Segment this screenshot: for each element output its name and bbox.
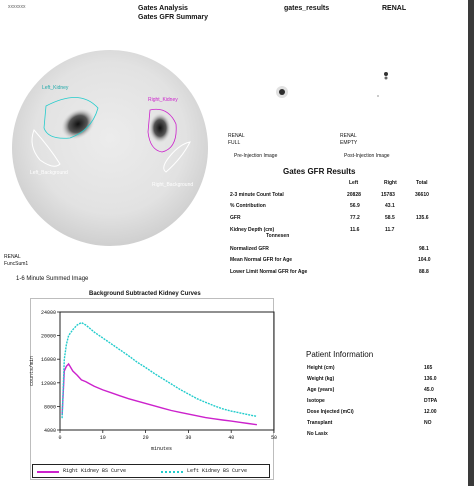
file-name: gates_results <box>284 5 330 12</box>
gfr-row-left: 77.2 <box>350 215 360 221</box>
corner-mark: xxxxxxx <box>8 4 26 10</box>
gfr-summary-value: 104.0 <box>418 257 431 263</box>
patient-info-label: Height (cm) <box>307 365 335 371</box>
gfr-row-label: 2-3 minute Count Total <box>230 192 284 198</box>
post-image-label-state: EMPTY <box>340 140 358 146</box>
gfr-row-label: % Contribution <box>230 203 266 209</box>
y-tick-label: 8000 <box>43 404 56 411</box>
gfr-summary-value: 98.1 <box>419 246 429 252</box>
gfr-row-right: 11.7 <box>385 227 395 233</box>
patient-info-value: 136.0 <box>424 376 437 382</box>
x-axis-label: minutes <box>151 446 173 452</box>
gfr-row-right: 43.1 <box>385 203 395 209</box>
patient-info-label: Isotope <box>307 398 325 404</box>
patient-info-value: 45.0 <box>424 387 434 393</box>
patient-info-label: Dose Injected (mCi) <box>307 409 354 415</box>
gfr-summary-value: 88.8 <box>419 269 429 275</box>
gfr-row-right: 58.5 <box>385 215 395 221</box>
patient-info-value: 165 <box>424 365 433 371</box>
pre-injection-caption: Pre-Injection Image <box>234 153 278 159</box>
study-name: RENAL <box>382 5 407 12</box>
legend-label-right-kidney: Right Kidney BS Curve <box>63 468 127 474</box>
y-tick-label: 24000 <box>40 310 56 316</box>
gfr-row-left: 11.6 <box>350 227 360 233</box>
gfr-summary-label: Mean Normal GFR for Age <box>230 257 293 263</box>
left-kidney-curve <box>62 323 257 419</box>
patient-info-value: NO <box>424 420 432 426</box>
gfr-results-title: Gates GFR Results <box>283 167 356 176</box>
gfr-row-total: 36610 <box>415 192 429 198</box>
legend-swatch-right-kidney <box>37 471 59 473</box>
gfr-row-right: 15783 <box>381 192 395 198</box>
page-subtitle: Gates GFR Summary <box>138 14 209 21</box>
post-image-label-study: RENAL <box>340 133 357 139</box>
patient-info-label: Transplant <box>307 420 333 426</box>
gfr-col-total: Total <box>416 180 428 186</box>
legend-label-left-kidney: Left Kidney BS Curve <box>187 468 248 474</box>
roi-label-right-background: Right_Background <box>152 182 194 188</box>
summed-image-caption: 1-6 Minute Summed Image <box>16 276 89 282</box>
window-edge <box>468 0 474 486</box>
chart-title: Background Subtracted Kidney Curves <box>89 291 201 297</box>
gfr-col-right: Right <box>384 180 397 186</box>
post-injection-caption: Post-Injection Image <box>344 153 390 159</box>
gfr-row-label-method: Tonnesen <box>266 233 290 239</box>
x-tick-label: 20 <box>142 435 149 441</box>
page-title: Gates Analysis <box>138 5 188 12</box>
chart-legend <box>32 464 270 478</box>
roi-label-right-kidney: Right_Kidney <box>148 97 178 103</box>
summed-caption-study: RENAL <box>4 254 21 260</box>
gfr-row-label: Kidney Depth (cm) <box>230 227 275 233</box>
y-tick-label: 4000 <box>43 428 56 434</box>
pre-image-label-state: FULL <box>228 140 241 146</box>
legend-swatch-left-kidney <box>161 471 183 473</box>
patient-info-value: 12.00 <box>424 409 437 415</box>
gfr-row-left: 20828 <box>347 192 361 198</box>
x-tick-label: 30 <box>185 435 192 441</box>
y-tick-label: 20000 <box>40 333 56 340</box>
patient-info-label: Age (years) <box>307 387 335 393</box>
patient-info-value: DTPA <box>424 398 438 404</box>
y-tick-label: 12000 <box>40 380 56 387</box>
summed-caption-func: FuncSum1 <box>4 261 29 267</box>
x-tick-label: 10 <box>99 435 106 441</box>
patient-info-title: Patient Information <box>306 350 374 359</box>
roi-label-left-background: Left_Background <box>30 170 68 176</box>
x-tick-label: 50 <box>270 435 278 441</box>
patient-info-label: Weight (kg) <box>307 376 335 382</box>
roi-label-left-kidney: Left_Kidney <box>42 85 69 91</box>
y-tick-label: 16000 <box>40 357 56 364</box>
gfr-col-left: Left <box>349 180 359 186</box>
gfr-row-left: 56.9 <box>350 203 360 209</box>
right-kidney-curve <box>62 364 257 425</box>
patient-info-label: No Lasix <box>307 431 328 437</box>
x-tick-label: 40 <box>228 435 235 441</box>
pre-image-label-study: RENAL <box>228 133 245 139</box>
gfr-summary-label: Lower Limit Normal GFR for Age <box>230 269 308 275</box>
y-axis-label: counts/min <box>29 355 35 386</box>
x-tick-label: 0 <box>58 435 62 441</box>
gfr-row-label: GFR <box>230 215 241 221</box>
gfr-summary-label: Normalized GFR <box>230 246 269 252</box>
gfr-row-total: 135.6 <box>416 215 429 221</box>
